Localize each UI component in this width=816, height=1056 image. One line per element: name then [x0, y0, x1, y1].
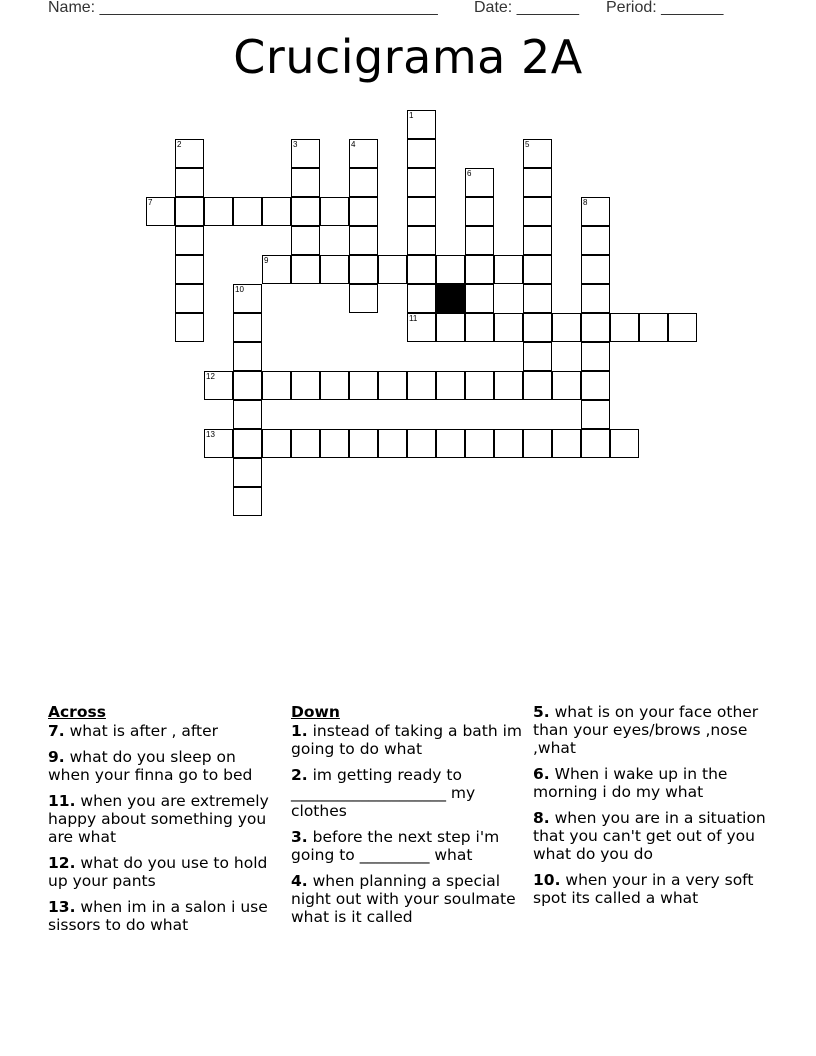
- grid-cell[interactable]: [581, 400, 610, 429]
- grid-cell[interactable]: [291, 197, 320, 226]
- grid-block-cell: [436, 284, 465, 313]
- clue-item: [48, 792, 280, 846]
- clue-number: 7.: [48, 722, 65, 740]
- grid-cell[interactable]: [378, 255, 407, 284]
- grid-cell[interactable]: [407, 168, 436, 197]
- clue-item: [48, 722, 280, 740]
- down-clues: [291, 703, 527, 934]
- across-clues: [48, 703, 280, 942]
- clue-number: 11.: [48, 792, 76, 810]
- grid-cell[interactable]: [407, 429, 436, 458]
- grid-cell[interactable]: [233, 313, 262, 342]
- clue-item: [533, 809, 773, 863]
- clue-text: what is on your face other than your eyes/brows ,nose ,what: [533, 703, 759, 757]
- down-heading: Down: [291, 703, 340, 721]
- period-field[interactable]: Period: _______: [606, 0, 724, 16]
- grid-cell[interactable]: [378, 371, 407, 400]
- grid-cell[interactable]: [349, 197, 378, 226]
- grid-cell[interactable]: [407, 197, 436, 226]
- grid-cell[interactable]: [436, 313, 465, 342]
- down-clues-continued: [533, 703, 773, 915]
- grid-cell[interactable]: [233, 429, 262, 458]
- grid-cell[interactable]: [523, 371, 552, 400]
- grid-cell[interactable]: [523, 226, 552, 255]
- grid-cell[interactable]: [465, 255, 494, 284]
- clue-item: [291, 872, 527, 926]
- grid-cell[interactable]: [233, 400, 262, 429]
- grid-cell[interactable]: [291, 371, 320, 400]
- grid-cell[interactable]: [581, 371, 610, 400]
- clue-number: 3.: [291, 828, 308, 846]
- clue-item: [533, 765, 773, 801]
- clue-text: instead of taking a bath im going to do what: [291, 722, 523, 758]
- grid-cell[interactable]: [552, 313, 581, 342]
- grid-cell[interactable]: [407, 110, 436, 139]
- grid-cell[interactable]: [523, 168, 552, 197]
- grid-cell[interactable]: [407, 139, 436, 168]
- grid-cell[interactable]: [146, 197, 175, 226]
- grid-cell[interactable]: [291, 139, 320, 168]
- grid-cell[interactable]: [581, 313, 610, 342]
- grid-cell[interactable]: [175, 197, 204, 226]
- clue-number: 6.: [533, 765, 550, 783]
- cell-number: 4: [351, 140, 356, 149]
- cell-number: 13: [206, 430, 215, 439]
- grid-cell[interactable]: [262, 255, 291, 284]
- clue-text: what do you use to hold up your pants: [48, 854, 268, 890]
- grid-cell[interactable]: [552, 371, 581, 400]
- clue-number: 8.: [533, 809, 550, 827]
- clue-number: 12.: [48, 854, 76, 872]
- grid-cell[interactable]: [175, 139, 204, 168]
- grid-cell[interactable]: [349, 429, 378, 458]
- grid-cell[interactable]: [407, 313, 436, 342]
- clue-number: 4.: [291, 872, 308, 890]
- grid-cell[interactable]: [465, 429, 494, 458]
- cell-number: 2: [177, 140, 182, 149]
- clue-text: when planning a special night out with your soulmate what is it called: [291, 872, 516, 926]
- clue-number: 1.: [291, 722, 308, 740]
- grid-cell[interactable]: [523, 197, 552, 226]
- grid-cell[interactable]: [465, 284, 494, 313]
- grid-cell[interactable]: [204, 197, 233, 226]
- grid-cell[interactable]: [378, 429, 407, 458]
- clue-number: 2.: [291, 766, 308, 784]
- clue-text: im getting ready to ____________________ my clothes: [291, 766, 476, 820]
- grid-cell[interactable]: [407, 226, 436, 255]
- across-heading: Across: [48, 703, 106, 721]
- cell-number: 11: [409, 314, 418, 323]
- grid-cell[interactable]: [291, 255, 320, 284]
- clue-item: [48, 854, 280, 890]
- grid-cell[interactable]: [407, 284, 436, 313]
- grid-cell[interactable]: [581, 226, 610, 255]
- clue-number: 5.: [533, 703, 550, 721]
- grid-cell[interactable]: [320, 255, 349, 284]
- grid-cell[interactable]: [668, 313, 697, 342]
- grid-cell[interactable]: [523, 284, 552, 313]
- grid-cell[interactable]: [523, 313, 552, 342]
- clue-item: [291, 766, 527, 820]
- grid-cell[interactable]: [581, 197, 610, 226]
- date-field[interactable]: Date: _______: [474, 0, 579, 16]
- grid-cell[interactable]: [320, 371, 349, 400]
- grid-cell[interactable]: [291, 226, 320, 255]
- grid-cell[interactable]: [204, 371, 233, 400]
- grid-cell[interactable]: [465, 168, 494, 197]
- grid-cell[interactable]: [320, 197, 349, 226]
- cell-number: 7: [148, 198, 153, 207]
- grid-cell[interactable]: [494, 255, 523, 284]
- clue-text: When i wake up in the morning i do my what: [533, 765, 728, 801]
- grid-cell[interactable]: [465, 313, 494, 342]
- grid-cell[interactable]: [494, 313, 523, 342]
- grid-cell[interactable]: [349, 226, 378, 255]
- grid-cell[interactable]: [494, 429, 523, 458]
- cell-number: 12: [206, 372, 215, 381]
- cell-number: 3: [293, 140, 298, 149]
- grid-cell[interactable]: [349, 139, 378, 168]
- grid-cell[interactable]: [262, 371, 291, 400]
- clue-item: [291, 828, 527, 864]
- grid-cell[interactable]: [523, 342, 552, 371]
- grid-cell[interactable]: [639, 313, 668, 342]
- grid-cell[interactable]: [465, 371, 494, 400]
- cell-number: 5: [525, 140, 530, 149]
- grid-cell[interactable]: [436, 371, 465, 400]
- grid-cell[interactable]: [349, 284, 378, 313]
- clue-text: when you are in a situation that you can't get out of you what do you do: [533, 809, 766, 863]
- grid-cell[interactable]: [407, 371, 436, 400]
- grid-cell[interactable]: [349, 255, 378, 284]
- grid-cell[interactable]: [175, 284, 204, 313]
- grid-cell[interactable]: [291, 168, 320, 197]
- clue-item: [533, 871, 773, 907]
- grid-cell[interactable]: [291, 429, 320, 458]
- grid-cell[interactable]: [233, 371, 262, 400]
- grid-cell[interactable]: [175, 168, 204, 197]
- grid-cell[interactable]: [465, 226, 494, 255]
- grid-cell[interactable]: [610, 429, 639, 458]
- cell-number: 6: [467, 169, 472, 178]
- clue-text: when your in a very soft spot its called a what: [533, 871, 754, 907]
- grid-cell[interactable]: [175, 255, 204, 284]
- cell-number: 10: [235, 285, 244, 294]
- grid-cell[interactable]: [523, 429, 552, 458]
- grid-cell[interactable]: [175, 313, 204, 342]
- grid-cell[interactable]: [233, 342, 262, 371]
- grid-cell[interactable]: [233, 284, 262, 313]
- grid-cell[interactable]: [581, 342, 610, 371]
- clue-text: before the next step i'm going to _________ what: [291, 828, 500, 864]
- grid-cell[interactable]: [175, 226, 204, 255]
- clue-item: [48, 748, 280, 784]
- grid-cell[interactable]: [204, 429, 233, 458]
- clue-text: what do you sleep on when your finna go to bed: [48, 748, 253, 784]
- clue-item: [533, 703, 773, 757]
- cell-number: 9: [264, 256, 269, 265]
- grid-cell[interactable]: [233, 487, 262, 516]
- grid-cell[interactable]: [436, 255, 465, 284]
- page-title: Crucigrama 2A: [233, 30, 583, 84]
- grid-cell[interactable]: [494, 371, 523, 400]
- grid-cell[interactable]: [233, 197, 262, 226]
- clue-item: [291, 722, 527, 758]
- clue-number: 10.: [533, 871, 561, 889]
- name-field[interactable]: Name: ______________________________________: [48, 0, 438, 16]
- clue-number: 9.: [48, 748, 65, 766]
- grid-cell[interactable]: [581, 429, 610, 458]
- grid-cell[interactable]: [610, 313, 639, 342]
- grid-cell[interactable]: [320, 429, 349, 458]
- clue-item: [48, 898, 280, 934]
- cell-number: 8: [583, 198, 588, 207]
- grid-cell[interactable]: [349, 168, 378, 197]
- clue-text: when im in a salon i use sissors to do what: [48, 898, 268, 934]
- grid-cell[interactable]: [262, 197, 291, 226]
- grid-cell[interactable]: [523, 139, 552, 168]
- grid-cell[interactable]: [523, 255, 552, 284]
- grid-cell[interactable]: [581, 284, 610, 313]
- grid-cell[interactable]: [552, 429, 581, 458]
- grid-cell[interactable]: [581, 255, 610, 284]
- grid-cell[interactable]: [262, 429, 291, 458]
- clue-number: 13.: [48, 898, 76, 916]
- grid-cell[interactable]: [465, 197, 494, 226]
- clue-text: when you are extremely happy about something you are what: [48, 792, 269, 846]
- grid-cell[interactable]: [436, 429, 465, 458]
- grid-cell[interactable]: [233, 458, 262, 487]
- grid-cell[interactable]: [349, 371, 378, 400]
- grid-cell[interactable]: [407, 255, 436, 284]
- clue-text: what is after , after: [64, 722, 219, 740]
- cell-number: 1: [409, 111, 414, 120]
